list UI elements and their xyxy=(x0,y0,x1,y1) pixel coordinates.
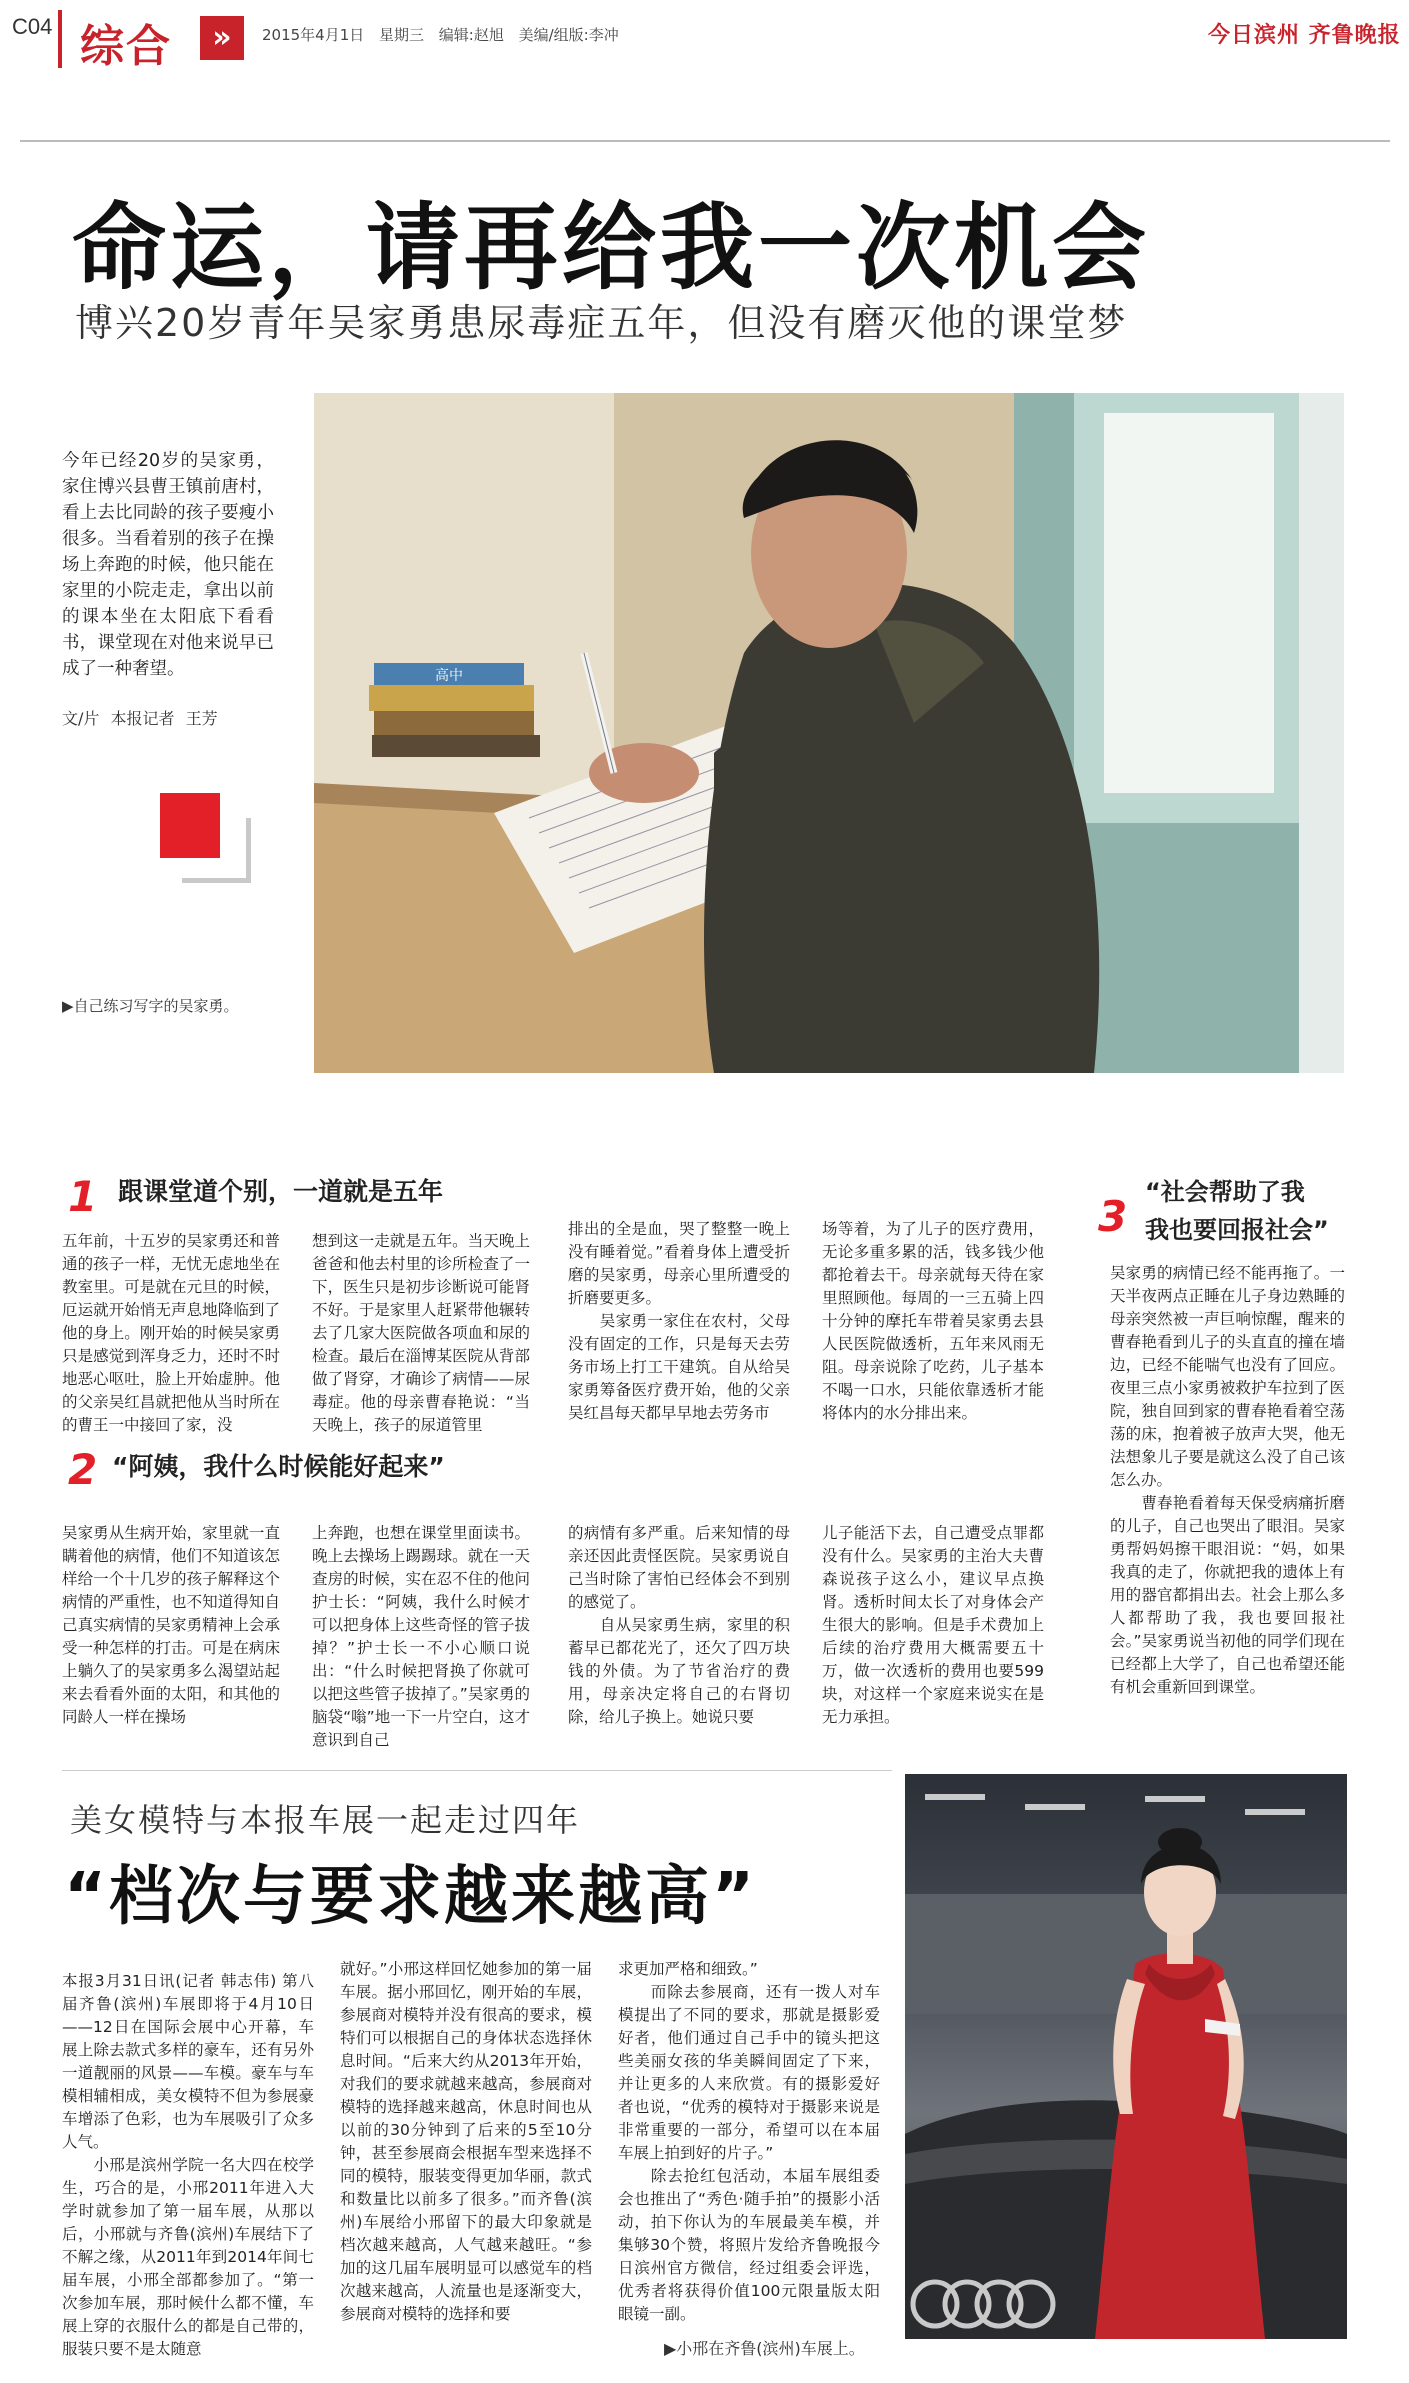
article-2-kicker: 美女模特与本报车展一起走过四年 xyxy=(70,1801,581,1839)
newspaper-brand: 今日滨州 齐鲁晚报 xyxy=(1208,23,1401,48)
section-3-body: 吴家勇的病情已经不能再拖了。一天半夜两点正睡在儿子身边熟睡的母亲突然被一声巨响惊醒，醒来的曹春艳看到儿子的头直直的撞在墙边，已经不能喘气也没有了回应。夜里三点小家勇被救护车拉到了医院，独自回到家的曹春艳看着空荡荡的床，抱着被子放声大哭，他无法想象儿子要是就这么没了自己该怎么办。 曹春艳看着每天保受病痛折磨的儿子，自己也哭出了眼泪。吴家勇帮妈妈擦干眼泪说：“妈，如果我真的走了，你就把我的遗体上有用的器官都捐出去。社会上那么多人都帮助了我，我也要回报社会。”吴家勇说当初他的同学们现在已经都上大学了，自己也希望还能有机会重新回到课堂。 xyxy=(1110,1264,1345,1696)
section-1-column-4: 场等着，为了儿子的医疗费用，无论多重多累的活，钱多钱少他都抢着去干。母亲就每天待在家里照顾他。每周的一三五骑上四十分钟的摩托车带着吴家勇去县人民医院做透析，五年来风雨无阻。母亲说除了吃药，儿子基本不喝一口水，只能依靠透析才能将体内的水分排出来。 xyxy=(822,1220,1044,1422)
byline: 文/片 本报记者 王芳 xyxy=(62,709,218,728)
section-2-column-1: 吴家勇从生病开始，家里就一直瞒着他的病情，他们不知道该怎样给一个十几岁的孩子解释这个病情的严重性，也不知道得知自己真实病情的吴家勇精神上会承受一种怎样的打击。可是在病床上躺久了的吴家勇多么渴望站起来去看看外面的太阳，和其他的同龄人一样在操场 xyxy=(62,1524,280,1726)
photo-caption: ▶自己练习写字的吴家勇。 xyxy=(62,997,239,1015)
article-2-headline: “档次与要求越来越高” xyxy=(64,1860,758,1934)
section-2-column-4: 儿子能活下去，自己遭受点罪都没有什么。吴家勇的主治大夫曹森说孩子这么小，建议早点换肾。透析时间太长了对身体会产生很大的影响。但是手术费加上后续的治疗费用大概需要五十万，做一次透析的费用也要599块，对这样一个家庭来说实在是无力承担。 xyxy=(822,1524,1044,1726)
book-title: 高中 xyxy=(435,668,463,684)
decor-block xyxy=(160,793,220,858)
section-2-number: 2 xyxy=(68,1445,98,1494)
article-2-column-1: 本报3月31日讯(记者 韩志伟) 第八届齐鲁(滨州)车展即将于4月10日——12日在国际会展中心开幕，车展上除去款式多样的豪车，还有另外一道靓丽的风景——车模。豪车与车模相辅相成，美女模特不但为参展豪车增添了色彩，也为车展吸引了众多人气。 小邢是滨州学院一名大四在校学生，巧合的是，小邢2011年进入大学时就参加了第一届车展，从那以后，小邢就与齐鲁(滨州)车展结下了不解之缘，从2011年到2014年间七届车展，小邢全部都参加了。“第一次参加车展，那时候什么都不懂，车展上穿的衣服什么的都是自己带的，服装只要不是太随意 xyxy=(62,1972,314,2358)
photo-young-man-writing xyxy=(314,393,1344,1073)
section-1-number: 1 xyxy=(68,1172,98,1221)
section-1-column-1: 五年前，十五岁的吴家勇还和普通的孩子一样，无忧无虑地坐在教室里。可是就在元旦的时候，厄运就开始悄无声息地降临到了他的身上。刚开始的时候吴家勇只是感觉到浑身乏力，还时不时地恶心呕吐，脸上开始虚肿。他的父亲吴红昌就把他从当时所在的曹王一中接回了家，没 xyxy=(62,1232,280,1434)
section-3-title-line-2: 我也要回报社会” xyxy=(1145,1216,1329,1244)
section-2-column-3: 的病情有多严重。后来知情的母亲还因此责怪医院。吴家勇说自己当时除了害怕已经体会不到别的感觉了。 自从吴家勇生病，家里的积蓄早已都花光了，还欠了四万块钱的外债。为了节省治疗的费用，母亲决定将自己的右肾切除，给儿子换上。她说只要 xyxy=(568,1524,790,1726)
subheadline: 博兴20岁青年吴家勇患尿毒症五年，但没有磨灭他的课堂梦 xyxy=(75,301,1128,345)
section-3-title-line-1: “社会帮助了我 xyxy=(1145,1178,1305,1206)
section-arrow-icon: » xyxy=(200,16,244,60)
photo-car-show-model xyxy=(905,1774,1347,2339)
section-2-column-2: 上奔跑，也想在课堂里面读书。晚上去操场上踢踢球。就在一天查房的时候，实在忍不住的他问护士长：“阿姨，我什么时候才可以把身体上这些奇怪的管子拔掉？”护士长一不小心顺口说出：“什么时候把肾换了你就可以把这些管子拔掉了。”吴家勇的脑袋“嗡”地一下一片空白，这才意识到自己 xyxy=(312,1524,530,1749)
lead-paragraph: 今年已经20岁的吴家勇，家住博兴县曹王镇前唐村，看上去比同龄的孩子要瘦小很多。当看着别的孩子在操场上奔跑的时候，他只能在家里的小院走走，拿出以前的课本坐在太阳底下看看书，课堂现在对他来说早已成了一种奢望。 xyxy=(62,451,274,679)
section-title: 综合 xyxy=(80,21,172,72)
article-divider xyxy=(62,1770,892,1771)
section-1-column-3: 排出的全是血，哭了整整一晚上没有睡着觉。”看着身体上遭受折磨的吴家勇，母亲心里所遭受的折磨要更多。 吴家勇一家住在农村，父母没有固定的工作，只是每天去劳务市场上打工干建筑。自从给吴家勇筹备医疗费开始，他的父亲吴红昌每天都早早地去劳务市 xyxy=(568,1220,790,1422)
headline: 命运，请再给我一次机会 xyxy=(72,194,1151,303)
header-rule xyxy=(20,140,1390,142)
header-divider xyxy=(58,10,62,68)
section-3-number: 3 xyxy=(1098,1192,1128,1241)
photo-2-caption: ▶小邢在齐鲁(滨州)车展上。 xyxy=(664,2339,865,2358)
article-2-column-3: 求更加严格和细致。” 而除去参展商，还有一拨人对车模提出了不同的要求，那就是摄影爱好者，他们通过自己手中的镜头把这些美丽女孩的华美瞬间固定了下来，并让更多的人来欣赏。有的摄影爱好者也说，“优秀的模特对于摄影来说是非常重要的一部分，希望可以在本届车展上拍到好的片子。” 除去抢红包活动，本届车展组委会也推出了“秀色·随手拍”的摄影小活动，拍下你认为的车展最美车模，并集够30个赞，将照片发给齐鲁晚报今日滨州官方微信，经过组委会评选，优秀者将获得价值100元限量版太阳眼镜一副。 xyxy=(618,1960,880,2323)
section-1-column-2: 想到这一走就是五年。当天晚上爸爸和他去村里的诊所检查了一下，医生只是初步诊断说可能肾不好。于是家里人赶紧带他辗转去了几家大医院做各项血和尿的检查。最后在淄博某医院从背部做了肾穿，才确诊了病情——尿毒症。他的母亲曹春艳说：“当天晚上，孩子的尿道管里 xyxy=(312,1232,530,1434)
section-2-title: “阿姨，我什么时候能好起来” xyxy=(112,1452,445,1481)
issue-meta: 2015年4月1日 星期三 编辑:赵旭 美编/组版:李冲 xyxy=(262,26,619,44)
page-number: C04 xyxy=(12,14,53,39)
article-2-column-2: 就好。”小邢这样回忆她参加的第一届车展。据小邢回忆，刚开始的车展，参展商对模特并没有很高的要求，模特们可以根据自己的身体状态选择休息时间。“后来大约从2013年开始，对我们的要求就越来越高，参展商对模特的选择越来越高，休息时间也从以前的30分钟到了后来的5至10分钟，甚至参展商会根据车型来选择不同的模特，服装变得更加华丽，款式和数量比以前多了很多。”而齐鲁(滨州)车展给小邢留下的最大印象就是档次越来越高，人气越来越旺。“参加的这几届车展明显可以感觉车的档次越来越高，人流量也是逐渐变大，参展商对模特的选择和要 xyxy=(340,1960,592,2323)
section-1-title: 跟课堂道个别，一道就是五年 xyxy=(118,1177,444,1206)
